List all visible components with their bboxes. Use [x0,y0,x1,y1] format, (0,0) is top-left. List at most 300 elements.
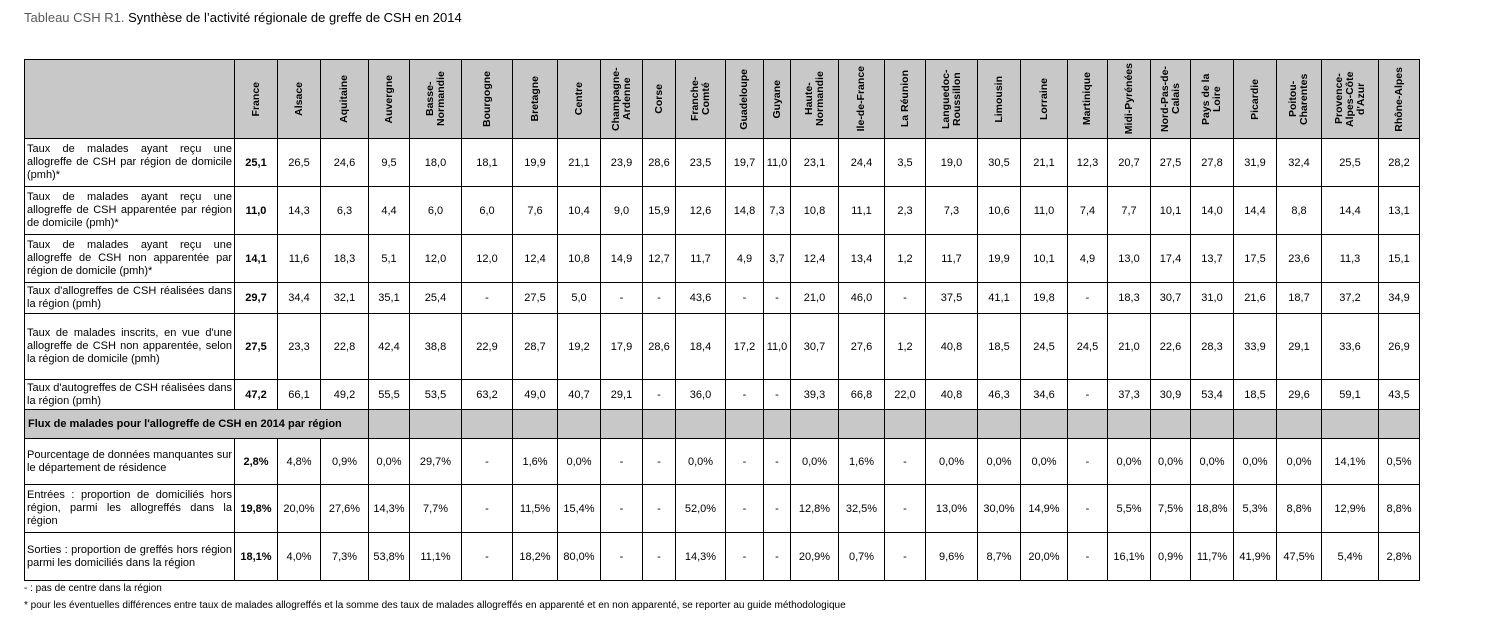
table-cell: 27,5 [1151,139,1191,187]
column-header-label: Bourgogne [480,71,493,127]
table-cell: - [1068,439,1108,485]
header-corner [25,60,235,139]
section-empty-cell [558,410,601,439]
column-header-label: Corse [652,84,665,114]
table-cell: 13,7 [1191,235,1234,283]
column-header-label: Nord-Pas-de-Calais [1158,66,1182,132]
table-cell: 23,6 [1277,235,1322,283]
table-cell: 22,0 [885,380,926,410]
row-label: Pourcentage de données manquantes sur le département de résidence [25,439,235,485]
table-cell: - [643,283,676,314]
france-value-cell: 27,5 [235,314,278,380]
table-cell: - [643,380,676,410]
column-header-label: Haute-Normandie [802,71,826,127]
table-cell: 33,9 [1234,314,1277,380]
section-empty-cell [839,410,885,439]
table-cell: 28,3 [1191,314,1234,380]
table-cell: 15,9 [643,187,676,235]
column-header [410,60,462,139]
table-cell: 27,6 [839,314,885,380]
table-cell: 34,9 [1379,283,1420,314]
table-cell: 32,4 [1277,139,1322,187]
table-cell: 30,7 [791,314,839,380]
table-cell: 11,1 [839,187,885,235]
column-header-label: Martinique [1081,72,1093,126]
caption-title: Synthèse de l’activité régionale de greffe de CSH en 2014 [128,10,462,25]
table-cell: - [1068,380,1108,410]
table-cell: 8,7% [978,533,1021,581]
table-cell: 47,5% [1277,533,1322,581]
table-cell: 7,5% [1151,485,1191,533]
section-empty-cell [462,410,513,439]
table-cell: 53,8% [369,533,410,581]
table-cell: 28,6 [643,314,676,380]
table-cell: 10,1 [1151,187,1191,235]
section-empty-cell [1322,410,1379,439]
france-value-cell: 19,8% [235,485,278,533]
table-cell: 18,5 [1234,380,1277,410]
table-cell: 19,2 [558,314,601,380]
table-cell: 14,8 [726,187,764,235]
column-header [513,60,558,139]
table-cell: 5,5% [1108,485,1151,533]
table-cell: 28,7 [513,314,558,380]
section-empty-cell [791,410,839,439]
table-cell: 12,4 [791,235,839,283]
table-cell: 3,7 [764,235,791,283]
table-cell: 7,3% [321,533,369,581]
table-cell: 11,7% [1191,533,1234,581]
table-cell: 20,9% [791,533,839,581]
table-cell: 17,9 [601,314,643,380]
table-cell: - [726,485,764,533]
row-label: Taux de malades ayant reçu une allogreffe de CSH par région de domicile (pmh)* [25,139,235,187]
table-cell: - [726,283,764,314]
table-cell: 23,3 [278,314,321,380]
table-cell: 4,0% [278,533,321,581]
table-caption [24,10,462,25]
table-cell: 11,7 [926,235,978,283]
table-cell: 27,8 [1191,139,1234,187]
table-cell: 49,2 [321,380,369,410]
table-row [25,235,1420,283]
table-cell: - [764,439,791,485]
table-cell: 9,5 [369,139,410,187]
section-empty-cell [1108,410,1151,439]
table-cell: 43,6 [676,283,726,314]
table-cell: 2,3 [885,187,926,235]
table-cell: 12,4 [513,235,558,283]
table-cell: 6,3 [321,187,369,235]
footnote-no-center: - : pas de centre dans la région [24,583,162,594]
table-cell: 0,0% [1108,439,1151,485]
table-cell: 0,0% [926,439,978,485]
table-cell: 7,7% [410,485,462,533]
table-cell: 30,7 [1151,283,1191,314]
table-cell: 29,7% [410,439,462,485]
column-header [601,60,643,139]
row-label: Taux de malades inscrits, en vue d'une allogreffe de CSH non apparentée, selon la région de domicile (pmh) [25,314,235,380]
table-cell: 4,8% [278,439,321,485]
table-cell: 18,0 [410,139,462,187]
table-cell: 23,9 [601,139,643,187]
column-header-label: Aquitaine [338,75,350,123]
table-cell: 18,1 [462,139,513,187]
table-cell: 18,2% [513,533,558,581]
table-cell: 43,5 [1379,380,1420,410]
table-cell: 3,5 [885,139,926,187]
table-cell: 20,0% [1021,533,1068,581]
table-cell: 13,1 [1379,187,1420,235]
table-cell: 35,1 [369,283,410,314]
section-empty-cell [1234,410,1277,439]
section-empty-cell [410,410,462,439]
table-cell: 66,8 [839,380,885,410]
table-cell: 22,6 [1151,314,1191,380]
table-cell: 17,2 [726,314,764,380]
table-cell: - [885,533,926,581]
table-cell: 22,8 [321,314,369,380]
table-cell: 1,2 [885,314,926,380]
table-cell: 0,5% [1379,439,1420,485]
table-cell: 40,8 [926,380,978,410]
table-cell: 38,8 [410,314,462,380]
section-empty-cell [764,410,791,439]
table-cell: 2,8% [1379,533,1420,581]
table-cell: - [643,439,676,485]
table-row [25,485,1420,533]
table-cell: 14,3% [676,533,726,581]
table-cell: 7,6 [513,187,558,235]
france-value-cell: 18,1% [235,533,278,581]
table-cell: 80,0% [558,533,601,581]
section-empty-cell [1021,410,1068,439]
table-cell: 21,6 [1234,283,1277,314]
table-cell: 4,9 [1068,235,1108,283]
table-cell: 10,4 [558,187,601,235]
table-cell: 46,3 [978,380,1021,410]
table-cell: 8,8 [1277,187,1322,235]
france-value-cell: 2,8% [235,439,278,485]
table-cell: 9,0 [601,187,643,235]
column-header [791,60,839,139]
table-cell: 30,9 [1151,380,1191,410]
column-header [1191,60,1234,139]
table-cell: 37,2 [1322,283,1379,314]
table-cell: 10,8 [791,187,839,235]
column-header [1068,60,1108,139]
table-cell: 10,8 [558,235,601,283]
table-cell: 4,9 [726,235,764,283]
section-empty-cell [1277,410,1322,439]
table-cell: 30,5 [978,139,1021,187]
section-empty-cell [513,410,558,439]
column-header [369,60,410,139]
column-header-label: Franche-Comté [688,76,712,122]
table-cell: - [601,533,643,581]
table-cell: - [764,533,791,581]
table-cell: - [462,283,513,314]
france-value-cell: 11,0 [235,187,278,235]
column-header-label: Provence-Alpes-Côte d'Azur [1332,71,1367,127]
table-cell: 18,3 [1108,283,1151,314]
table-cell: 5,1 [369,235,410,283]
table-cell: - [643,533,676,581]
row-label: Taux de malades ayant reçu une allogreffe de CSH non apparentée par région de domicile (pmh)* [25,235,235,283]
table-cell: 0,0% [1277,439,1322,485]
column-header-label: Pays de la Loire [1200,73,1223,125]
column-header-label: Bretagne [528,76,541,122]
table-cell: 11,1% [410,533,462,581]
column-header-label: Midi-Pyrénées [1122,63,1135,135]
table-cell: 12,7 [643,235,676,283]
table-row [25,380,1420,410]
column-header-label: Guadeloupe [738,68,750,130]
table-cell: 24,4 [839,139,885,187]
table-cell: 24,5 [1068,314,1108,380]
column-header [1021,60,1068,139]
table-cell: 1,6% [513,439,558,485]
column-header-label: Picardie [1248,78,1261,120]
row-label: Sorties : proportion de greffés hors région parmi les domiciliés dans la région [25,533,235,581]
table-cell: - [726,533,764,581]
table-cell: - [643,485,676,533]
column-header [278,60,321,139]
column-header [1277,60,1322,139]
table-cell: 53,5 [410,380,462,410]
table-cell: 0,0% [978,439,1021,485]
table-cell: - [764,283,791,314]
table-cell: 36,0 [676,380,726,410]
column-header-label: Auvergne [382,74,395,124]
table-cell: 0,9% [1151,533,1191,581]
caption-label: Tableau CSH R1. [24,10,125,25]
section-empty-cell [643,410,676,439]
table-cell: 7,3 [764,187,791,235]
column-header-label: Poitou-Charentes [1287,73,1310,125]
column-header [643,60,676,139]
table-cell: 0,0% [1151,439,1191,485]
table-cell: 14,1% [1322,439,1379,485]
table-cell: 11,3 [1322,235,1379,283]
table-cell: 41,1 [978,283,1021,314]
column-header-label: France [249,81,262,117]
header-row [25,60,1420,139]
section-empty-cell [1151,410,1191,439]
section-empty-cell [1379,410,1420,439]
table-cell: 55,5 [369,380,410,410]
table-cell: 31,9 [1234,139,1277,187]
table-cell: 19,8 [1021,283,1068,314]
table-cell: 34,6 [1021,380,1068,410]
table-cell: 29,1 [1277,314,1322,380]
table-cell: 26,9 [1379,314,1420,380]
table-cell: 14,3 [278,187,321,235]
column-header [1108,60,1151,139]
table-cell: 1,6% [839,439,885,485]
table-cell: 12,6 [676,187,726,235]
table-row [25,139,1420,187]
table-cell: 42,4 [369,314,410,380]
column-header [1151,60,1191,139]
table-row [25,187,1420,235]
table-cell: 29,6 [1277,380,1322,410]
column-header [885,60,926,139]
table-cell: 33,6 [1322,314,1379,380]
column-header [839,60,885,139]
table-cell: - [885,485,926,533]
section-row [25,410,1420,439]
table-cell: - [462,485,513,533]
table-cell: 31,0 [1191,283,1234,314]
table-cell: 11,7 [676,235,726,283]
table-cell: 24,6 [321,139,369,187]
column-header [764,60,791,139]
table-cell: 5,3% [1234,485,1277,533]
table-cell: 4,4 [369,187,410,235]
section-empty-cell [1191,410,1234,439]
table-cell: 30,0% [978,485,1021,533]
france-value-cell: 25,1 [235,139,278,187]
table-cell: 0,7% [839,533,885,581]
table-cell: 25,5 [1322,139,1379,187]
column-header [1322,60,1379,139]
table-cell: 66,1 [278,380,321,410]
table-cell: 23,1 [791,139,839,187]
table-cell: 0,0% [676,439,726,485]
table-cell: 0,0% [558,439,601,485]
table-cell: 12,0 [410,235,462,283]
table-cell: 18,7 [1277,283,1322,314]
table-cell: 29,1 [601,380,643,410]
table-cell: 14,9 [601,235,643,283]
column-header [726,60,764,139]
table-row [25,439,1420,485]
table-cell: - [726,380,764,410]
section-empty-cell [978,410,1021,439]
column-header-label: Champagne-Ardenne [609,67,633,131]
table-cell: 0,0% [1234,439,1277,485]
table-cell: 26,5 [278,139,321,187]
column-header [1234,60,1277,139]
table-cell: - [1068,283,1108,314]
table-cell: 40,7 [558,380,601,410]
france-value-cell: 14,1 [235,235,278,283]
table-cell: 0,0% [791,439,839,485]
table-cell: 27,5 [513,283,558,314]
table-cell: 34,4 [278,283,321,314]
footnote-methodology: * pour les éventuelles différences entre taux de malades allogreffés et la somme des taux de malades allogreffés en apparenté et en non apparenté, se reporter au guide méthodologique [24,600,846,611]
table-cell: 49,0 [513,380,558,410]
table-cell: 13,0% [926,485,978,533]
section-empty-cell [726,410,764,439]
table-cell: 40,8 [926,314,978,380]
table-cell: - [885,283,926,314]
column-header [1379,60,1420,139]
table-row [25,283,1420,314]
table-row [25,533,1420,581]
table-cell: - [1068,485,1108,533]
table-cell: 18,3 [321,235,369,283]
table-cell: 14,9% [1021,485,1068,533]
table-cell: 22,9 [462,314,513,380]
table-cell: 20,7 [1108,139,1151,187]
table-cell: - [764,380,791,410]
regional-activity-table [24,59,1420,581]
column-header [558,60,601,139]
table-cell: 16,1% [1108,533,1151,581]
table-cell: 1,2 [885,235,926,283]
table-cell: 14,0 [1191,187,1234,235]
column-header [462,60,513,139]
table-cell: - [462,533,513,581]
table-cell: 6,0 [462,187,513,235]
table-cell: 19,7 [726,139,764,187]
table-cell: 39,3 [791,380,839,410]
table-cell: 27,6% [321,485,369,533]
table-cell: 14,4 [1322,187,1379,235]
table-cell: 20,0% [278,485,321,533]
table-cell: - [726,439,764,485]
table-cell: 7,3 [926,187,978,235]
column-header [321,60,369,139]
table-cell: - [1068,533,1108,581]
table-cell: 8,8% [1379,485,1420,533]
table-cell: 28,6 [643,139,676,187]
table-cell: 15,1 [1379,235,1420,283]
table-cell: 14,3% [369,485,410,533]
table-cell: - [764,485,791,533]
table-cell: 28,2 [1379,139,1420,187]
table-cell: 11,5% [513,485,558,533]
table-cell: 11,6 [278,235,321,283]
table-cell: 13,4 [839,235,885,283]
table-cell: 11,0 [764,139,791,187]
table-cell: - [601,485,643,533]
table-cell: 15,4% [558,485,601,533]
table-cell: 21,1 [1021,139,1068,187]
table-cell: - [601,283,643,314]
table-cell: 0,9% [321,439,369,485]
column-header-label: Lorraine [1037,77,1050,120]
table-cell: 7,4 [1068,187,1108,235]
table-cell: 19,9 [978,235,1021,283]
section-empty-cell [601,410,643,439]
table-cell: 5,0 [558,283,601,314]
table-cell: 37,3 [1108,380,1151,410]
table-cell: 0,0% [1191,439,1234,485]
table-row [25,314,1420,380]
table-cell: 52,0% [676,485,726,533]
table-cell: 32,1 [321,283,369,314]
table-cell: 14,4 [1234,187,1277,235]
table-cell: 17,5 [1234,235,1277,283]
table-cell: 53,4 [1191,380,1234,410]
table-cell: 21,0 [1108,314,1151,380]
section-empty-cell [1068,410,1108,439]
table-cell: 10,6 [978,187,1021,235]
table-cell: 9,6% [926,533,978,581]
table-cell: 17,4 [1151,235,1191,283]
table-cell: 11,0 [1021,187,1068,235]
column-header-label: Rhône-Alpes [1392,66,1405,132]
row-label: Taux de malades ayant reçu une allogreffe de CSH apparentée par région de domicile (pmh)* [25,187,235,235]
column-header-label: Limousin [992,75,1005,123]
table-cell: 24,5 [1021,314,1068,380]
table-cell: 11,0 [764,314,791,380]
table-cell: 13,0 [1108,235,1151,283]
column-header-label: Languedoc-Roussillon [939,69,963,129]
